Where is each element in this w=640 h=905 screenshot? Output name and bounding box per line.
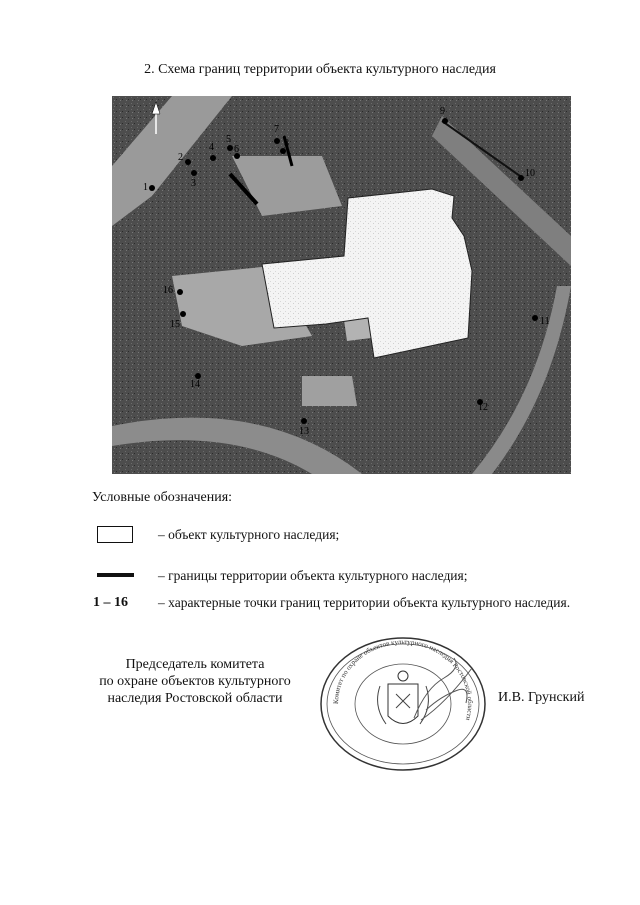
signer-position-line2: по охране объектов культурного <box>99 674 291 689</box>
legend-title: Условные обозначения: <box>92 490 233 505</box>
legend-object-swatch <box>97 526 133 543</box>
page-title: 2. Схема границ территории объекта культурного наследия <box>144 62 496 77</box>
svg-text:3: 3 <box>191 178 196 189</box>
svg-text:13: 13 <box>299 426 309 437</box>
signer-position-line3: наследия Ростовской области <box>107 691 283 706</box>
svg-text:1: 1 <box>143 182 148 193</box>
svg-text:5: 5 <box>226 134 231 145</box>
legend-object-label: – объект культурного наследия; <box>158 527 340 542</box>
svg-text:2: 2 <box>178 152 183 163</box>
signer-position-line1: Председатель комитета <box>125 657 265 672</box>
svg-text:10: 10 <box>525 168 535 179</box>
svg-text:4: 4 <box>209 142 214 153</box>
svg-text:6: 6 <box>234 144 239 155</box>
legend-boundary-swatch <box>97 573 134 577</box>
svg-text:7: 7 <box>274 124 279 135</box>
legend-boundary-label: – границы территории объекта культурного наследия; <box>158 568 468 583</box>
light-area-3 <box>302 376 357 406</box>
signer-position <box>76 656 314 707</box>
point-12 <box>477 399 488 413</box>
svg-text:15: 15 <box>170 319 180 330</box>
svg-text:14: 14 <box>190 379 200 390</box>
svg-text:12: 12 <box>478 402 488 413</box>
svg-text:9: 9 <box>440 106 445 117</box>
boundary-map <box>112 96 571 474</box>
handwritten-signature <box>406 648 476 728</box>
legend-points-range: 1 – 16 <box>93 595 128 610</box>
signer-name: И.В. Грунский <box>498 690 585 705</box>
seal-text: Комитет по охране объектов культурного наследия Ростовской области <box>331 637 475 722</box>
svg-text:16: 16 <box>163 285 173 296</box>
legend-points-label: – характерные точки границ территории объекта культурного наследия. <box>158 595 571 610</box>
svg-text:8: 8 <box>284 138 289 149</box>
svg-text:11: 11 <box>540 316 550 327</box>
